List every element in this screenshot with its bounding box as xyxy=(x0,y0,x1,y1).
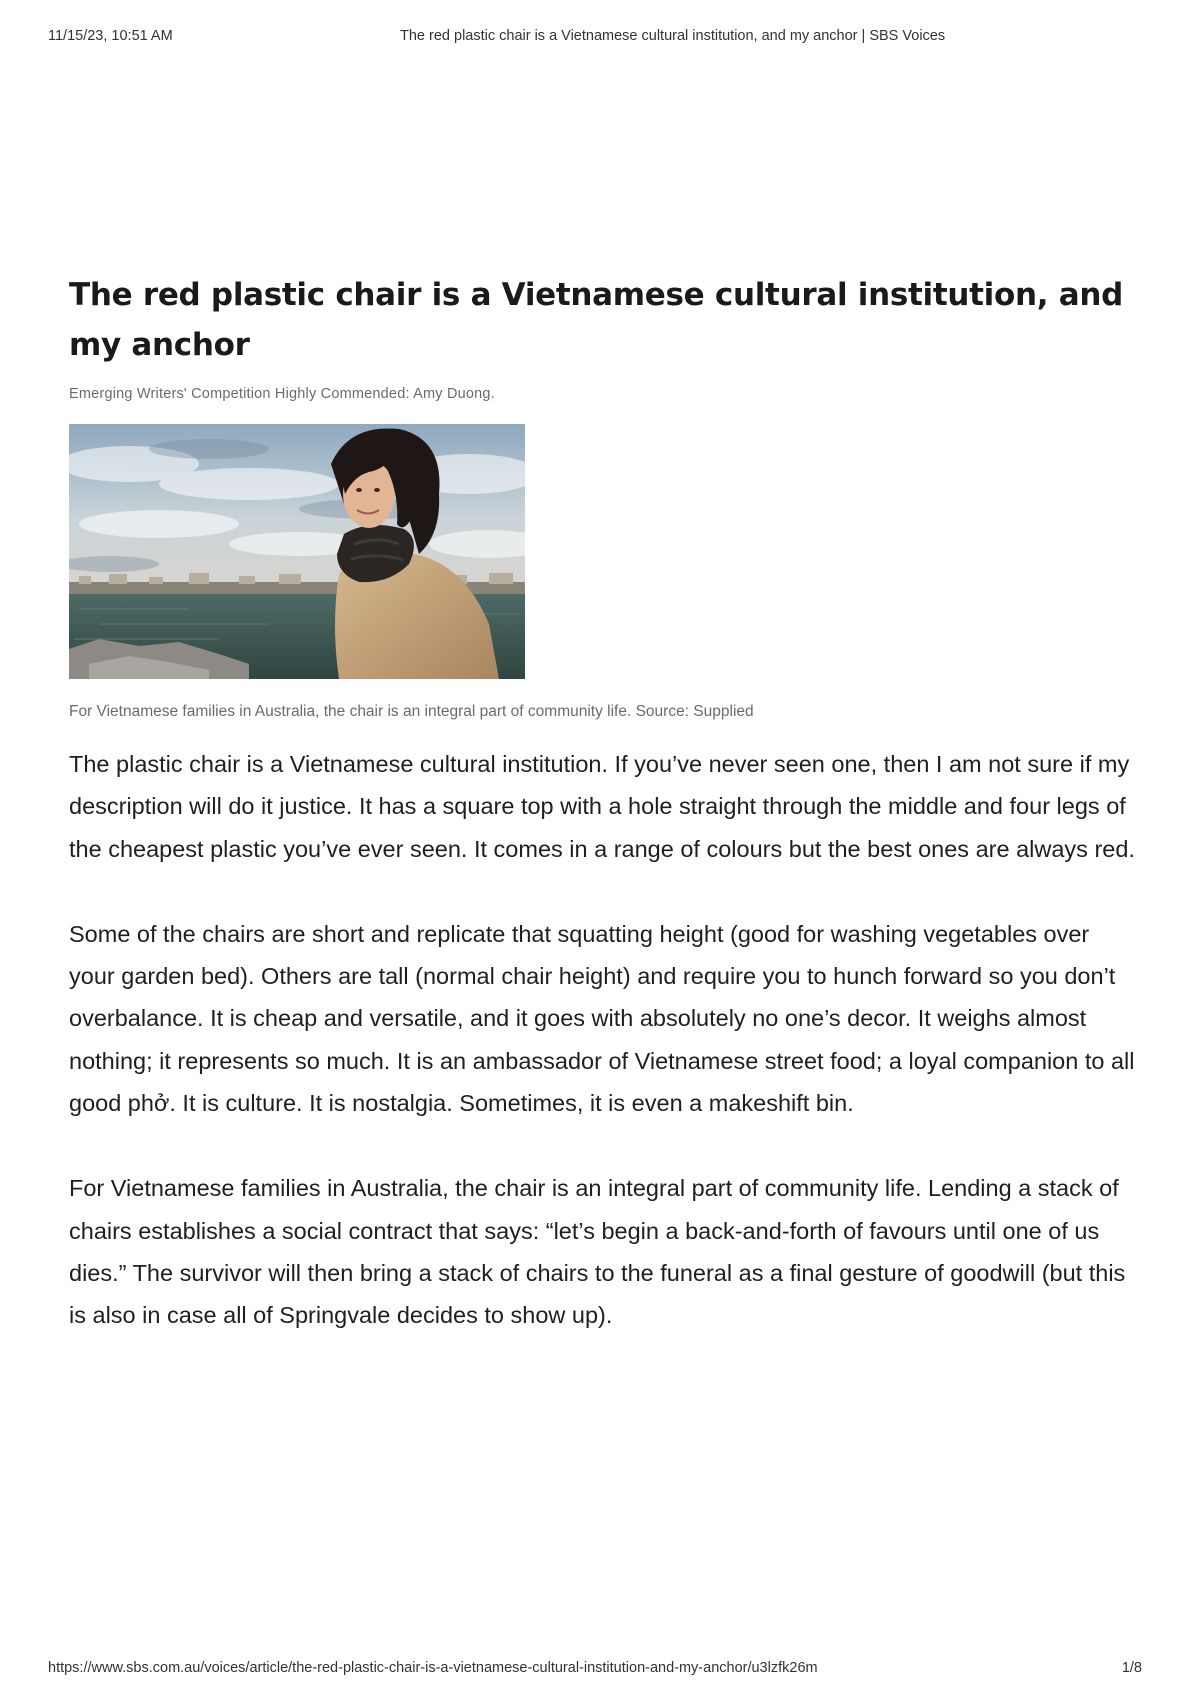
article-headline: The red plastic chair is a Vietnamese cultural institution, and my anchor xyxy=(69,277,1124,363)
body-paragraph: The plastic chair is a Vietnamese cultural institution. If you’ve never seen one, then I am not sure if my description will do it justice. It has a square top with a hole straight through the middle and four legs of the cheapest plastic you’ve ever seen. It comes in a range of colours but the best ones are always red. xyxy=(69,751,1135,862)
body-paragraph: For Vietnamese families in Australia, the chair is an integral part of community life. Lending a stack of chairs establishes a social contract that says: “let’s begin a back-and-forth of favours until one of us dies.” The survivor will then bring a stack of chairs to the funeral as a final gesture of goodwill (but this is also in case all of Springvale decides to show up). xyxy=(69,1175,1126,1329)
page-url: https://www.sbs.com.au/voices/article/the-red-plastic-chair-is-a-vietnamese-cultural-institution-and-my-anchor/u3lzfk26m xyxy=(48,1660,818,1676)
article-body xyxy=(69,743,1139,1337)
print-page-title: The red plastic chair is a Vietnamese cultural institution, and my anchor | SBS Voices xyxy=(400,28,946,44)
body-paragraph: Some of the chairs are short and replicate that squatting height (good for washing vegetables over your garden bed). Others are tall (normal chair height) and require you to hunch forward so you don’t overbalance. It is cheap and versatile, and it goes with absolutely no one’s decor. It weighs almost nothing; it represents so much. It is an ambassador of Vietnamese street food; a loyal companion to all good phở. It is culture. It is nostalgia. Sometimes, it is even a makeshift bin. xyxy=(69,920,1135,1117)
image-caption: For Vietnamese families in Australia, the chair is an integral part of community life. Source: Supplied xyxy=(69,703,754,720)
print-footer xyxy=(48,1660,1152,1680)
hero-photo-illustration xyxy=(69,424,525,679)
print-datetime: 11/15/23, 10:51 AM xyxy=(48,28,173,44)
print-header xyxy=(48,28,1152,48)
article-subtitle: Emerging Writers' Competition Highly Commended: Amy Duong. xyxy=(69,386,495,402)
article xyxy=(69,270,1139,1380)
hero-photo xyxy=(69,424,525,679)
page-number: 1/8 xyxy=(1121,1660,1142,1676)
